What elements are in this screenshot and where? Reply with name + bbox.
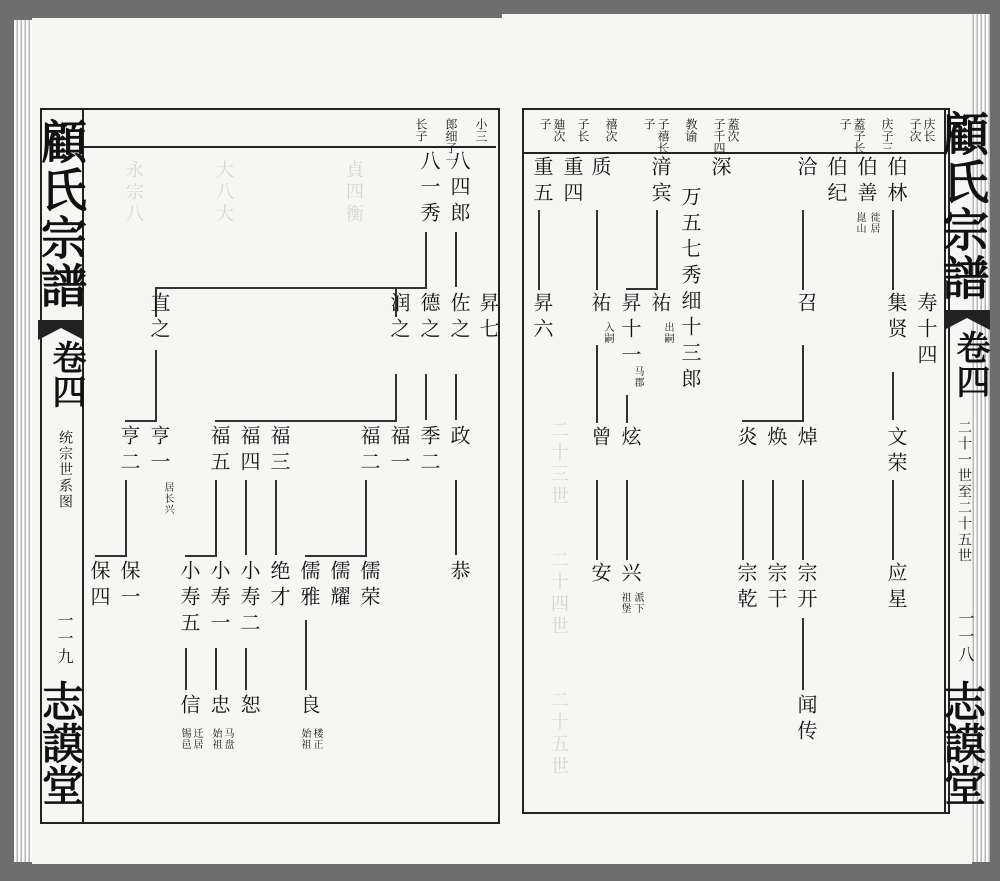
header-note: 教谕 bbox=[684, 118, 698, 142]
person-note: 楼正 bbox=[311, 728, 322, 750]
person-name: 季二 bbox=[417, 425, 441, 477]
header-note: 蓋次 bbox=[726, 118, 740, 142]
person-note: 入嗣 bbox=[602, 322, 613, 344]
person-name: 福四 bbox=[237, 425, 261, 477]
person-name: 亨一 bbox=[147, 425, 171, 477]
person-name: 八一秀 bbox=[417, 150, 441, 228]
person-name: 深 bbox=[708, 156, 732, 182]
lineage-line bbox=[772, 480, 774, 560]
right-spine-generations: 二十一世至二十五世 bbox=[956, 420, 972, 564]
bleed-through-decor: 二十五世 bbox=[548, 690, 569, 778]
lineage-line bbox=[305, 620, 307, 690]
person-name: 福五 bbox=[207, 425, 231, 477]
person-name: 直之 bbox=[147, 292, 171, 344]
lineage-line bbox=[395, 374, 397, 420]
lineage-line bbox=[892, 480, 894, 560]
person-note: 马郡 bbox=[632, 366, 643, 388]
header-note: 子 bbox=[642, 118, 656, 130]
person-name: 八四郎 bbox=[447, 150, 471, 228]
lineage-line bbox=[245, 648, 247, 690]
person-name: 曾 bbox=[588, 426, 612, 452]
lineage-line bbox=[892, 372, 894, 420]
person-note: 徙居 bbox=[868, 212, 879, 234]
lineage-line bbox=[125, 480, 127, 555]
person-name: 福二 bbox=[357, 425, 381, 477]
person-name: 保一 bbox=[117, 560, 141, 612]
right-spine-title: 顧氏宗譜 bbox=[936, 110, 990, 302]
lineage-line bbox=[455, 232, 457, 287]
bleed-through-decor: 貞四衡 bbox=[343, 160, 364, 226]
person-note: 马盘 bbox=[222, 728, 233, 750]
left-header-rule bbox=[82, 146, 496, 148]
person-name: 集贤 bbox=[884, 292, 908, 344]
lineage-line bbox=[125, 420, 157, 422]
person-name: 德之 bbox=[417, 292, 441, 344]
lineage-line bbox=[802, 618, 804, 690]
person-name: 洽 bbox=[794, 156, 818, 182]
lineage-line bbox=[742, 480, 744, 560]
left-spine-section: 统宗世系图 bbox=[57, 430, 73, 510]
person-name: 润之 bbox=[387, 292, 411, 344]
lineage-line bbox=[742, 420, 804, 422]
person-note: 锡邑 bbox=[179, 728, 190, 750]
lineage-line bbox=[245, 480, 247, 555]
person-name: 亨二 bbox=[117, 425, 141, 477]
right-page-number: 一一八 bbox=[956, 610, 975, 664]
person-name: 保四 bbox=[87, 560, 111, 612]
lineage-line bbox=[155, 287, 427, 289]
header-note: 庆长 bbox=[922, 118, 936, 142]
person-name: 儒荣 bbox=[357, 560, 381, 612]
lineage-line bbox=[455, 480, 457, 555]
header-note: 小三 bbox=[474, 118, 488, 142]
lineage-line bbox=[215, 480, 217, 555]
lineage-line bbox=[626, 288, 658, 290]
person-note: 始祖 bbox=[299, 728, 310, 750]
person-name: 伯林 bbox=[884, 156, 908, 208]
person-name: 寿十四 bbox=[914, 292, 938, 370]
left-spine-volume: 卷四 bbox=[46, 340, 86, 408]
left-spine-hall: 志謨堂 bbox=[36, 680, 85, 806]
lineage-line bbox=[455, 374, 457, 420]
lineage-line bbox=[892, 210, 894, 290]
header-note: 子长 bbox=[576, 118, 590, 142]
lineage-line bbox=[626, 395, 628, 423]
lineage-line bbox=[425, 374, 427, 420]
person-name: 昇七 bbox=[476, 292, 500, 344]
person-name: 宗乾 bbox=[734, 562, 758, 614]
lineage-line bbox=[215, 420, 397, 422]
person-name: 宗开 bbox=[794, 562, 818, 614]
person-name: 福三 bbox=[267, 425, 291, 477]
person-name: 小寿五 bbox=[177, 560, 201, 638]
lineage-line bbox=[185, 555, 217, 557]
person-name: 重四 bbox=[560, 156, 584, 208]
lineage-line bbox=[95, 555, 127, 557]
person-name: 炫 bbox=[618, 426, 642, 452]
header-note: 廸次 bbox=[552, 118, 566, 142]
lineage-line bbox=[365, 480, 367, 555]
lineage-line bbox=[596, 480, 598, 560]
header-note: 子禧长 bbox=[656, 118, 670, 154]
person-name: 质 bbox=[588, 156, 612, 182]
person-name: 焕 bbox=[764, 426, 788, 452]
bleed-through-decor: 二十三世 bbox=[548, 420, 569, 508]
lineage-line bbox=[538, 210, 540, 290]
person-name: 恭 bbox=[447, 560, 471, 586]
lineage-line bbox=[275, 480, 277, 555]
person-name: 重五 bbox=[530, 156, 554, 208]
person-name: 祐 bbox=[588, 292, 612, 318]
lineage-line bbox=[185, 648, 187, 690]
person-name: 宗干 bbox=[764, 562, 788, 614]
person-name: 恕 bbox=[237, 694, 261, 720]
lineage-line bbox=[802, 210, 804, 290]
person-note: 崑山 bbox=[854, 212, 865, 234]
lineage-line bbox=[656, 210, 658, 290]
lineage-line bbox=[215, 648, 217, 690]
person-name: 焯 bbox=[794, 426, 818, 452]
person-note: 始祖 bbox=[210, 728, 221, 750]
person-name: 小寿二 bbox=[237, 560, 261, 638]
person-name: 文荣 bbox=[884, 426, 908, 478]
header-note: 长子 bbox=[414, 118, 428, 142]
right-spine-volume: 卷四 bbox=[950, 330, 990, 398]
person-name: 信 bbox=[177, 694, 201, 720]
person-name: 佐之 bbox=[447, 292, 471, 344]
lineage-line bbox=[425, 232, 427, 287]
person-name: 儒耀 bbox=[327, 560, 351, 612]
person-name: 伯纪 bbox=[824, 156, 848, 208]
right-spine-hall: 志謨堂 bbox=[938, 680, 987, 806]
person-name: 小寿一 bbox=[207, 560, 231, 638]
left-page-number: 一一九 bbox=[55, 612, 74, 666]
header-note: 子次 bbox=[908, 118, 922, 142]
bleed-through-decor: 大八大 bbox=[213, 160, 234, 226]
lineage-line bbox=[626, 480, 628, 560]
person-name: 万五七秀细十三郎 bbox=[678, 186, 702, 394]
person-note: 迁居 bbox=[191, 728, 202, 750]
lineage-line bbox=[155, 350, 157, 420]
person-name: 昇六 bbox=[530, 292, 554, 344]
lineage-line bbox=[596, 345, 598, 423]
lineage-line bbox=[802, 480, 804, 560]
person-name: 绝才 bbox=[267, 560, 291, 612]
header-note: 禧次 bbox=[604, 118, 618, 142]
person-name: 政 bbox=[447, 425, 471, 451]
header-note: 子 bbox=[838, 118, 852, 130]
person-note: 出嗣 bbox=[662, 322, 673, 344]
person-name: 儒雅 bbox=[297, 560, 321, 612]
person-name: 伯善 bbox=[854, 156, 878, 208]
header-note: 子 bbox=[538, 118, 552, 130]
person-name: 祐 bbox=[648, 292, 672, 318]
bleed-through-decor: 永宗八 bbox=[123, 160, 144, 226]
lineage-line bbox=[305, 555, 367, 557]
person-name: 昇十一 bbox=[618, 292, 642, 370]
person-name: 安 bbox=[588, 562, 612, 588]
person-name: 良 bbox=[297, 694, 321, 720]
person-name: 召 bbox=[794, 292, 818, 318]
person-name: 忠 bbox=[207, 694, 231, 720]
person-name: 炎 bbox=[734, 426, 758, 452]
person-note: 祖堡 bbox=[619, 592, 630, 614]
left-spine-title: 顧氏宗譜 bbox=[34, 118, 88, 310]
person-name: 湇宾 bbox=[648, 156, 672, 208]
person-note: 派下 bbox=[632, 592, 643, 614]
header-note: 蓋子长 bbox=[852, 118, 866, 154]
person-name: 闻传 bbox=[794, 694, 818, 746]
header-note: 郎细子一 bbox=[444, 118, 458, 166]
header-note: 庆子三 bbox=[880, 118, 894, 154]
person-name: 兴 bbox=[618, 562, 642, 588]
person-note: 居长兴 bbox=[162, 482, 173, 515]
bleed-through-decor: 二十四世 bbox=[548, 550, 569, 638]
person-name: 应星 bbox=[884, 562, 908, 614]
lineage-line bbox=[802, 345, 804, 420]
person-name: 福一 bbox=[387, 425, 411, 477]
header-note: 子千四 bbox=[712, 118, 726, 154]
lineage-line bbox=[596, 210, 598, 290]
